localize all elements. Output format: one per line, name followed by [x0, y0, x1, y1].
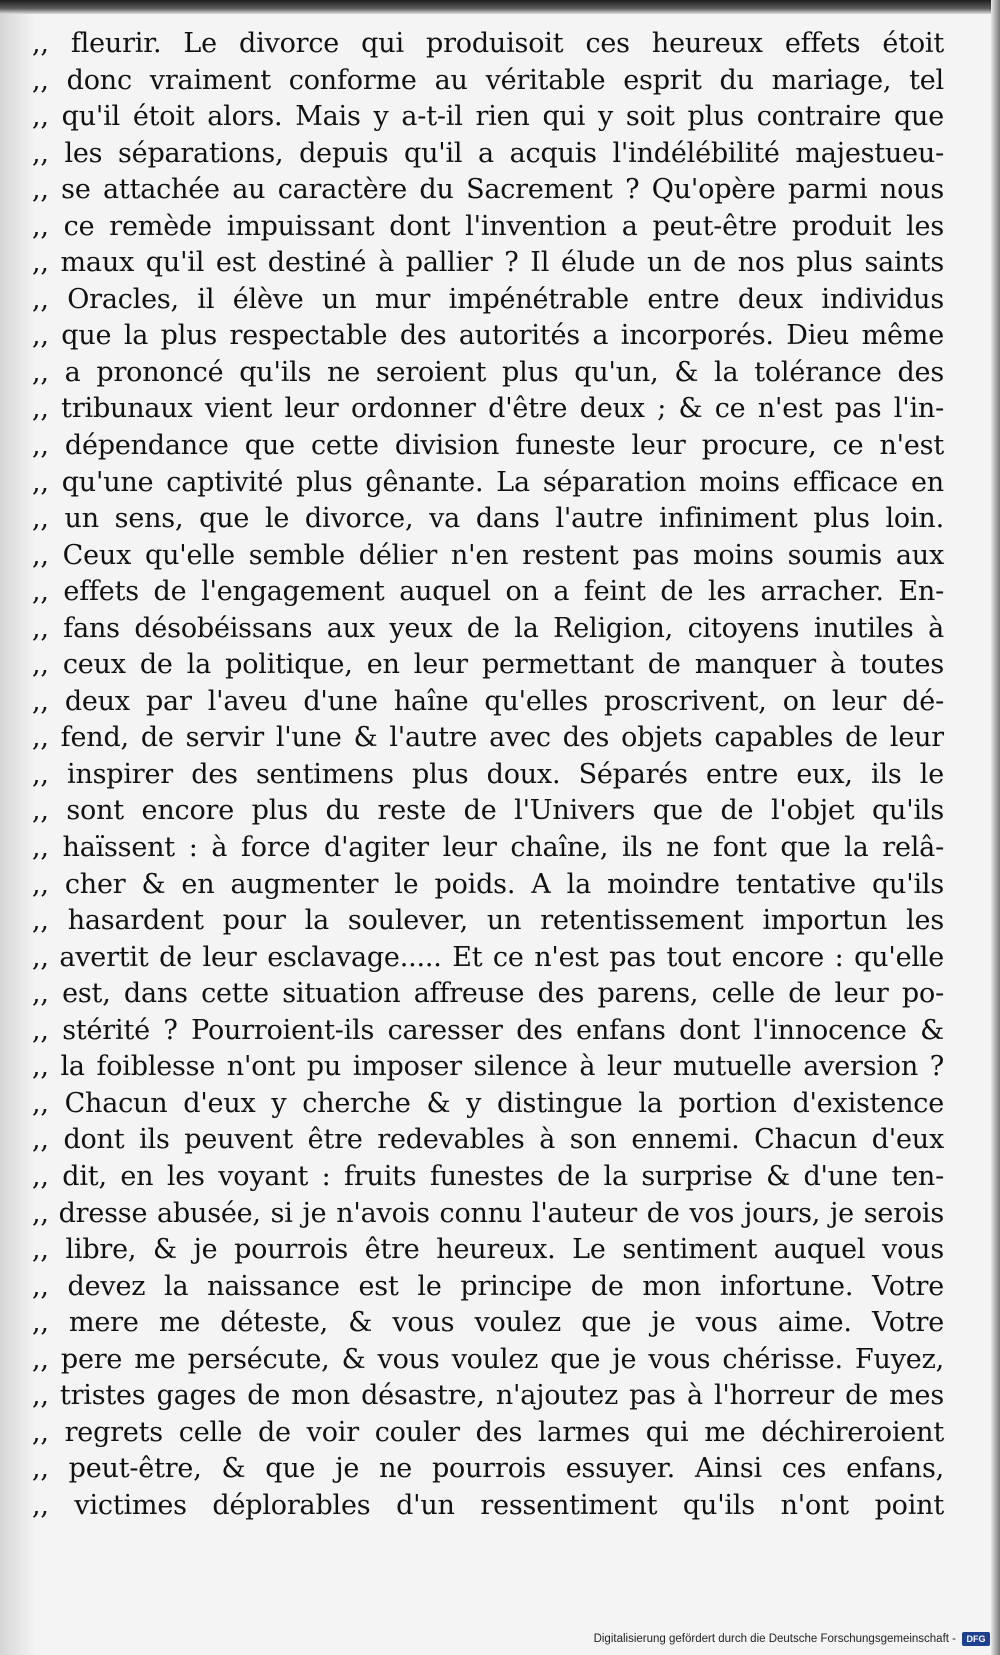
text-line: ,, Ceux qu'elle semble délier n'en restent pas moins soumis aux	[32, 539, 944, 571]
text-line: ,, haïssent : à force d'agiter leur chaîne, ils ne font que la relâ-	[32, 832, 944, 864]
text-line: ,, libre, & je pourrois être heureux. Le sentiment auquel vous	[32, 1234, 944, 1266]
text-line: ,, inspirer des sentimens plus doux. Séparés entre eux, ils le	[32, 758, 944, 790]
text-line: ,, maux qu'il est destiné à pallier ? Il élude un de nos plus saints	[32, 247, 944, 279]
text-line: ,, qu'une captivité plus gênante. La séparation moins efficace en	[32, 466, 944, 498]
text-line: ,, donc vraiment conforme au véritable esprit du mariage, tel	[32, 64, 944, 96]
text-line: ,, se attachée au caractère du Sacrement ? Qu'opère parmi nous	[32, 174, 944, 206]
text-line: ,, regrets celle de voir couler des larmes qui me déchireroient	[32, 1416, 944, 1448]
text-line: ,, dont ils peuvent être redevables à son ennemi. Chacun d'eux	[32, 1124, 944, 1156]
body-text	[32, 26, 944, 1524]
text-line: ,, dit, en les voyant : fruits funestes de la surprise & d'une ten-	[32, 1160, 944, 1192]
text-line: ,, Chacun d'eux y cherche & y distingue la portion d'existence	[32, 1087, 944, 1119]
text-line: ,, que la plus respectable des autorités a incorporés. Dieu même	[32, 320, 944, 352]
dfg-logo: DFG	[962, 1632, 990, 1646]
text-line: ,, est, dans cette situation affreuse des parens, celle de leur po-	[32, 978, 944, 1010]
text-line: ,, a prononcé qu'ils ne seroient plus qu'un, & la tolérance des	[32, 356, 944, 388]
text-line: ,, les séparations, depuis qu'il a acquis l'indélébilité majestueu-	[32, 137, 944, 169]
text-line: ,, ceux de la politique, en leur permettant de manquer à toutes	[32, 649, 944, 681]
text-line: ,, cher & en augmenter le poids. A la moindre tentative qu'ils	[32, 868, 944, 900]
text-line: ,, tristes gages de mon désastre, n'ajoutez pas à l'horreur de mes	[32, 1380, 944, 1412]
text-line: ,, mere me déteste, & vous voulez que je vous aime. Votre	[32, 1307, 944, 1339]
text-line: ,, avertit de leur esclavage..... Et ce n'est pas tout encore : qu'elle	[32, 941, 944, 973]
digitization-footer	[594, 1629, 990, 1649]
text-line: ,, victimes déplorables d'un ressentiment qu'ils n'ont point	[32, 1489, 944, 1521]
text-line: ,, tribunaux vient leur ordonner d'être deux ; & ce n'est pas l'in-	[32, 393, 944, 425]
text-line: ,, un sens, que le divorce, va dans l'autre infiniment plus loin.	[32, 503, 944, 535]
text-line: ,, dépendance que cette division funeste leur procure, ce n'est	[32, 430, 944, 462]
text-line: ,, la foiblesse n'ont pu imposer silence à leur mutuelle aversion ?	[32, 1051, 944, 1083]
text-line: ,, ce remède impuissant dont l'invention a peut-être produit les	[32, 210, 944, 242]
page-top-edge	[0, 0, 1000, 14]
text-line: ,, fans désobéissans aux yeux de la Religion, citoyens inutiles à	[32, 612, 944, 644]
text-line: ,, fend, de servir l'une & l'autre avec des objets capables de leur	[32, 722, 944, 754]
text-line: ,, devez la naissance est le principe de mon infortune. Votre	[32, 1270, 944, 1302]
text-line: ,, sont encore plus du reste de l'Univers que de l'objet qu'ils	[32, 795, 944, 827]
funding-credit: Digitalisierung gefördert durch die Deutsche Forschungsgemeinschaft -	[593, 1633, 956, 1645]
text-line: ,, peut-être, & que je ne pourrois essuyer. Ainsi ces enfans,	[32, 1453, 944, 1485]
text-line: ,, pere me persécute, & vous voulez que je vous chérisse. Fuyez,	[32, 1343, 944, 1375]
text-line: ,, hasardent pour la soulever, un retentissement importun les	[32, 905, 944, 937]
text-line: ,, effets de l'engagement auquel on a feint de les arracher. En-	[32, 576, 944, 608]
text-line: ,, dresse abusée, si je n'avois connu l'auteur de vos jours, je serois	[32, 1197, 944, 1229]
page-gutter-shadow	[0, 0, 36, 1655]
text-line: ,, Oracles, il élève un mur impénétrable entre deux individus	[32, 283, 944, 315]
text-line: ,, fleurir. Le divorce qui produisoit ces heureux effets étoit	[32, 28, 944, 59]
text-line: ,, stérité ? Pourroient-ils caresser des enfans dont l'innocence &	[32, 1014, 944, 1046]
page-right-edge	[991, 0, 1000, 1655]
text-line: ,, deux par l'aveu d'une haîne qu'elles proscrivent, on leur dé-	[32, 685, 944, 717]
text-line: ,, qu'il étoit alors. Mais y a-t-il rien qui y soit plus contraire que	[32, 101, 944, 133]
